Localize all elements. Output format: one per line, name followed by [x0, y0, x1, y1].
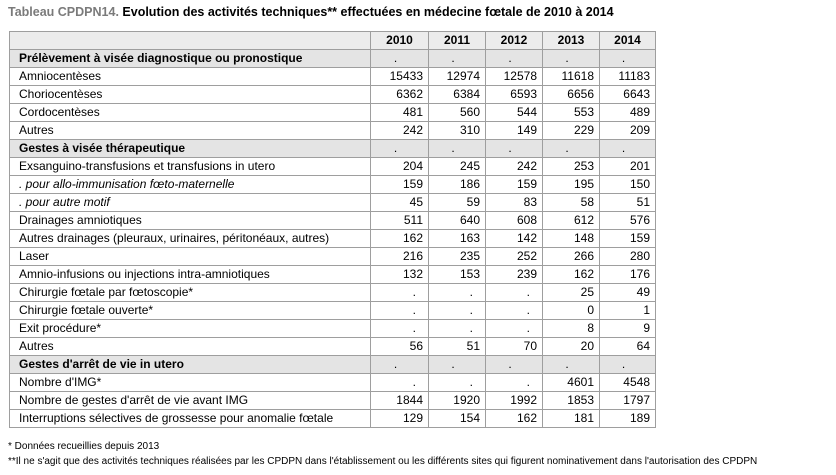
value-cell: . — [486, 50, 543, 68]
value-cell: 56 — [371, 338, 429, 356]
table-row — [10, 230, 656, 248]
table-row — [10, 86, 656, 104]
section-header-row — [10, 140, 656, 158]
value-cell: . — [371, 302, 429, 320]
row-label: Nombre de gestes d'arrêt de vie avant IMG — [10, 392, 371, 410]
value-cell: 1920 — [429, 392, 486, 410]
row-label: Amnio-infusions ou injections intra-amniotiques — [10, 266, 371, 284]
value-cell: 252 — [486, 248, 543, 266]
table-row — [10, 212, 656, 230]
row-label: Cordocentèses — [10, 104, 371, 122]
value-cell: 481 — [371, 104, 429, 122]
value-cell: . — [543, 356, 600, 374]
value-cell: 154 — [429, 410, 486, 428]
value-cell: 132 — [371, 266, 429, 284]
row-label: Exit procédure* — [10, 320, 371, 338]
table-row — [10, 104, 656, 122]
value-cell: 1844 — [371, 392, 429, 410]
value-cell: . — [600, 50, 656, 68]
value-cell: 4601 — [543, 374, 600, 392]
table-body — [10, 32, 656, 428]
row-label: Drainages amniotiques — [10, 212, 371, 230]
value-cell: 149 — [486, 122, 543, 140]
value-cell: 9 — [600, 320, 656, 338]
value-cell: 25 — [543, 284, 600, 302]
value-cell: 189 — [600, 410, 656, 428]
value-cell: 159 — [600, 230, 656, 248]
value-cell: 0 — [543, 302, 600, 320]
value-cell: 1853 — [543, 392, 600, 410]
row-label: Nombre d'IMG* — [10, 374, 371, 392]
table-row — [10, 158, 656, 176]
value-cell: 310 — [429, 122, 486, 140]
row-label: Exsanguino-transfusions et transfusions in utero — [10, 158, 371, 176]
row-label: . pour autre motif — [10, 194, 371, 212]
row-label: Interruptions sélectives de grossesse pour anomalie fœtale — [10, 410, 371, 428]
value-cell: 148 — [543, 230, 600, 248]
table-row — [10, 320, 656, 338]
row-label: Choriocentèses — [10, 86, 371, 104]
value-cell: . — [371, 374, 429, 392]
table-row — [10, 392, 656, 410]
table-row — [10, 176, 656, 194]
footnote-2: **Il ne s'agit que des activités techniques réalisées par les CPDPN dans l'établissement ou les différents sites qui figurent nominativement dans l'autorisation des CPDPN — [8, 456, 758, 467]
value-cell: 83 — [486, 194, 543, 212]
table-row — [10, 122, 656, 140]
value-cell: 162 — [486, 410, 543, 428]
value-cell: . — [486, 302, 543, 320]
section-header-row — [10, 50, 656, 68]
value-cell: . — [486, 320, 543, 338]
value-cell: 640 — [429, 212, 486, 230]
value-cell: 242 — [371, 122, 429, 140]
value-cell: . — [486, 140, 543, 158]
value-cell: 576 — [600, 212, 656, 230]
row-label: Chirurgie fœtale par fœtoscopie* — [10, 284, 371, 302]
value-cell: 8 — [543, 320, 600, 338]
value-cell: 186 — [429, 176, 486, 194]
header-year: 2011 — [429, 32, 486, 50]
header-year: 2013 — [543, 32, 600, 50]
row-label: Autres drainages (pleuraux, urinaires, péritonéaux, autres) — [10, 230, 371, 248]
value-cell: 150 — [600, 176, 656, 194]
value-cell: 6384 — [429, 86, 486, 104]
table-header-row — [10, 32, 656, 50]
value-cell: 242 — [486, 158, 543, 176]
value-cell: . — [429, 320, 486, 338]
value-cell: 209 — [600, 122, 656, 140]
activities-table — [9, 31, 656, 428]
value-cell: . — [371, 320, 429, 338]
value-cell: 70 — [486, 338, 543, 356]
value-cell: . — [600, 356, 656, 374]
value-cell: 11618 — [543, 68, 600, 86]
value-cell: 6593 — [486, 86, 543, 104]
row-label: Autres — [10, 122, 371, 140]
value-cell: 511 — [371, 212, 429, 230]
value-cell: 176 — [600, 266, 656, 284]
value-cell: 229 — [543, 122, 600, 140]
section-label: Prélèvement à visée diagnostique ou pronostique — [10, 50, 371, 68]
value-cell: 235 — [429, 248, 486, 266]
table-caption: Evolution des activités techniques** effectuées en médecine fœtale de 2010 à 2014 — [122, 5, 614, 19]
value-cell: 12578 — [486, 68, 543, 86]
value-cell: 163 — [429, 230, 486, 248]
value-cell: . — [371, 140, 429, 158]
value-cell: 544 — [486, 104, 543, 122]
value-cell: 45 — [371, 194, 429, 212]
value-cell: 195 — [543, 176, 600, 194]
value-cell: 612 — [543, 212, 600, 230]
row-label: Laser — [10, 248, 371, 266]
value-cell: 6643 — [600, 86, 656, 104]
value-cell: 64 — [600, 338, 656, 356]
value-cell: 489 — [600, 104, 656, 122]
value-cell: 6656 — [543, 86, 600, 104]
value-cell: . — [486, 284, 543, 302]
header-empty-cell — [10, 32, 371, 50]
value-cell: . — [371, 356, 429, 374]
value-cell: . — [486, 374, 543, 392]
value-cell: 1992 — [486, 392, 543, 410]
table-row — [10, 302, 656, 320]
value-cell: 142 — [486, 230, 543, 248]
table-row — [10, 68, 656, 86]
section-label: Gestes à visée thérapeutique — [10, 140, 371, 158]
value-cell: 59 — [429, 194, 486, 212]
value-cell: . — [429, 374, 486, 392]
value-cell: 608 — [486, 212, 543, 230]
value-cell: 553 — [543, 104, 600, 122]
value-cell: 15433 — [371, 68, 429, 86]
table-number: Tableau CPDPN14. — [8, 5, 119, 19]
footnote-1: * Données recueillies depuis 2013 — [8, 441, 160, 452]
value-cell: . — [600, 140, 656, 158]
value-cell: 159 — [486, 176, 543, 194]
value-cell: 6362 — [371, 86, 429, 104]
value-cell: . — [429, 284, 486, 302]
value-cell: 20 — [543, 338, 600, 356]
table-title — [8, 5, 614, 19]
row-label: Chirurgie fœtale ouverte* — [10, 302, 371, 320]
table-row — [10, 338, 656, 356]
value-cell: 51 — [600, 194, 656, 212]
value-cell: 1 — [600, 302, 656, 320]
value-cell: . — [371, 50, 429, 68]
value-cell: 239 — [486, 266, 543, 284]
value-cell: 204 — [371, 158, 429, 176]
table-row — [10, 374, 656, 392]
table-row — [10, 266, 656, 284]
value-cell: 159 — [371, 176, 429, 194]
value-cell: . — [429, 356, 486, 374]
value-cell: 162 — [543, 266, 600, 284]
value-cell: 245 — [429, 158, 486, 176]
value-cell: . — [543, 50, 600, 68]
value-cell: 253 — [543, 158, 600, 176]
value-cell: 12974 — [429, 68, 486, 86]
row-label: Amniocentèses — [10, 68, 371, 86]
value-cell: 129 — [371, 410, 429, 428]
value-cell: 181 — [543, 410, 600, 428]
value-cell: 4548 — [600, 374, 656, 392]
value-cell: 280 — [600, 248, 656, 266]
section-header-row — [10, 356, 656, 374]
header-year: 2014 — [600, 32, 656, 50]
header-year: 2012 — [486, 32, 543, 50]
row-label: . pour allo-immunisation fœto-maternelle — [10, 176, 371, 194]
value-cell: 266 — [543, 248, 600, 266]
value-cell: 58 — [543, 194, 600, 212]
value-cell: 216 — [371, 248, 429, 266]
value-cell: 51 — [429, 338, 486, 356]
header-year: 2010 — [371, 32, 429, 50]
value-cell: 201 — [600, 158, 656, 176]
value-cell: 49 — [600, 284, 656, 302]
table-row — [10, 194, 656, 212]
row-label: Autres — [10, 338, 371, 356]
value-cell: 162 — [371, 230, 429, 248]
value-cell: . — [429, 302, 486, 320]
value-cell: 1797 — [600, 392, 656, 410]
value-cell: . — [543, 140, 600, 158]
table-row — [10, 410, 656, 428]
value-cell: 11183 — [600, 68, 656, 86]
value-cell: . — [371, 284, 429, 302]
value-cell: 560 — [429, 104, 486, 122]
table-row — [10, 284, 656, 302]
value-cell: . — [486, 356, 543, 374]
value-cell: . — [429, 50, 486, 68]
value-cell: 153 — [429, 266, 486, 284]
section-label: Gestes d'arrêt de vie in utero — [10, 356, 371, 374]
table-row — [10, 248, 656, 266]
value-cell: . — [429, 140, 486, 158]
